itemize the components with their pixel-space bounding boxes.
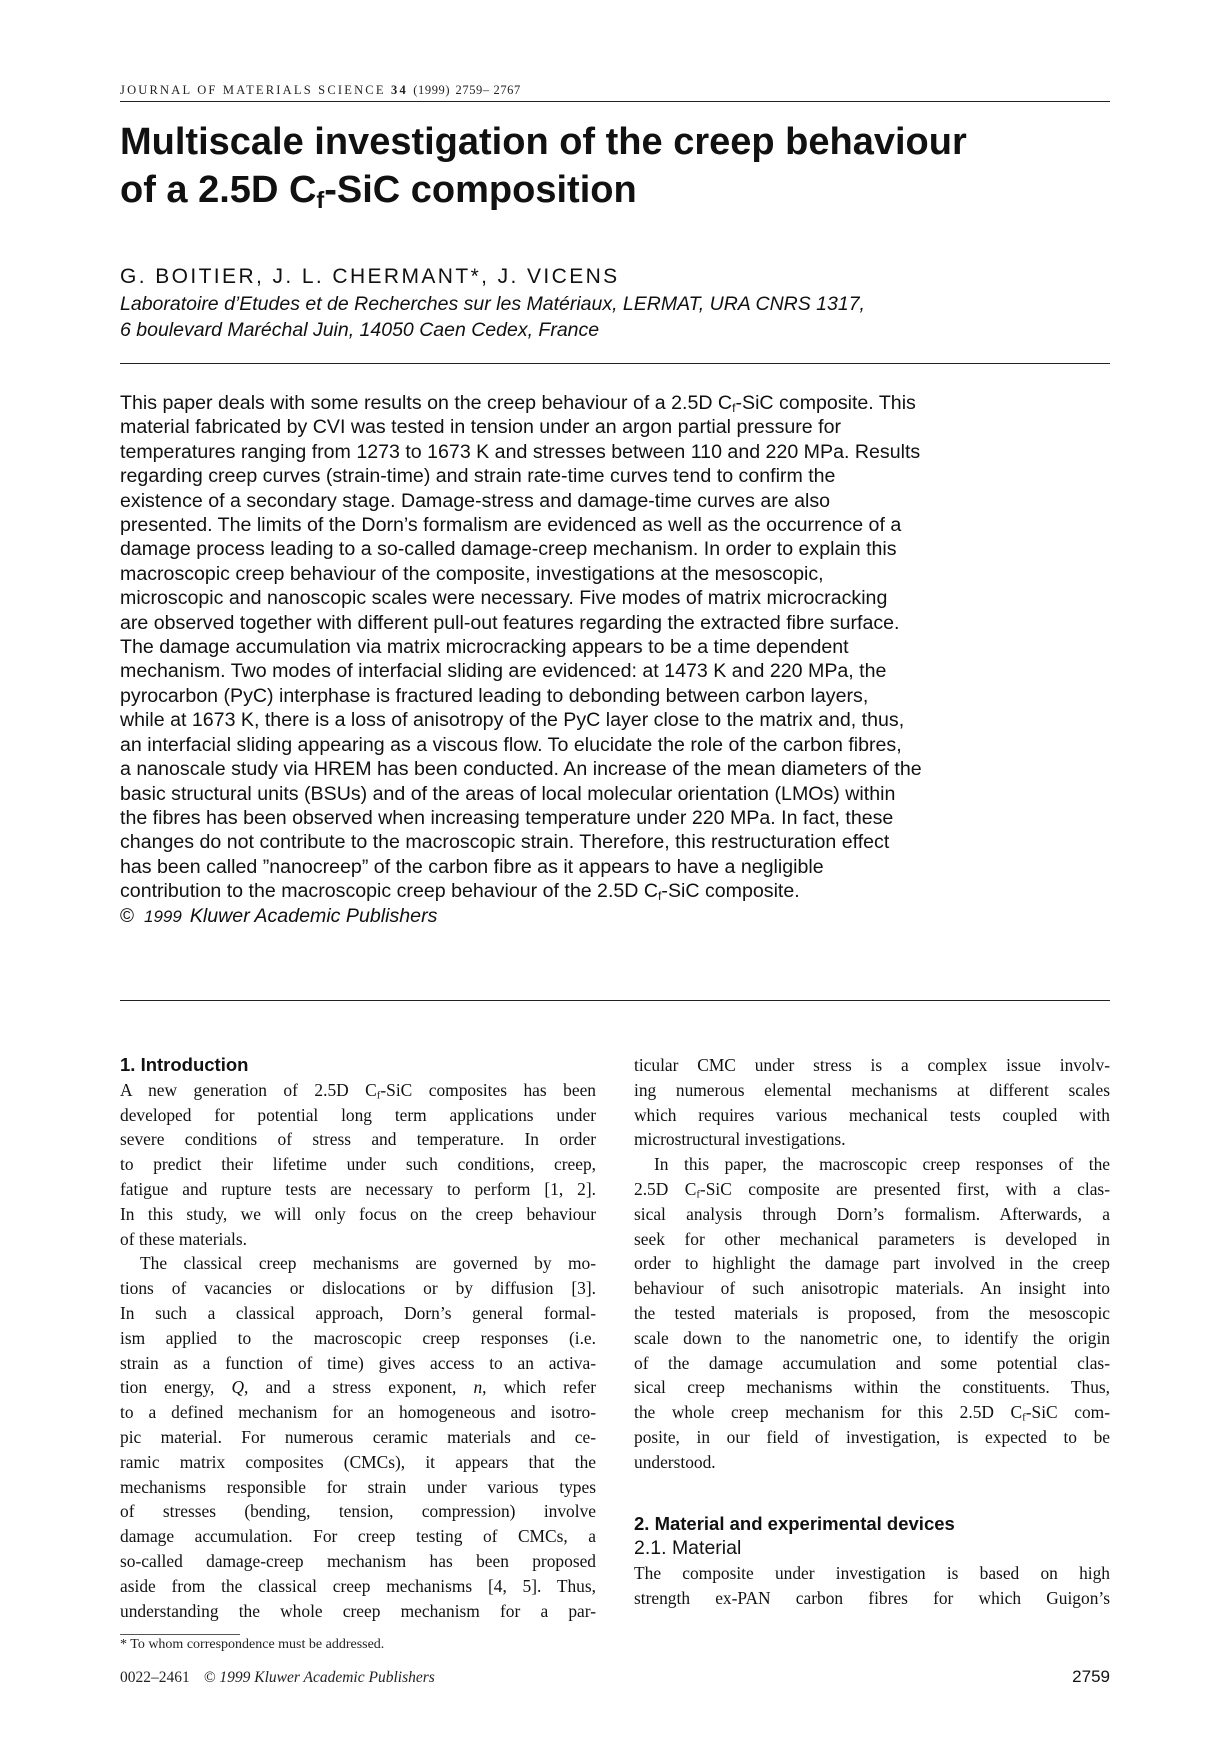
abstract-line: regarding creep curves (strain-time) and strain rate-time curves tend to confirm the xyxy=(120,465,836,488)
copyright-symbol: © xyxy=(120,905,134,927)
section-heading-introduction: 1. Introduction xyxy=(120,1054,249,1075)
abstract-line: presented. The limits of the Dorn’s formalism are evidenced as well as the occurrence of a xyxy=(120,514,902,537)
body-line: ticular CMC under stress is a complex issue involv- xyxy=(634,1055,1110,1075)
abstract-line: contribution to the macroscopic creep behaviour of the 2.5D $C_f$-SiC composite. xyxy=(120,880,800,904)
body-line: 2.5D $C_f$-SiC composite are presented first, with a clas- xyxy=(634,1178,1110,1201)
body-line: developed for potential long term applications under xyxy=(120,1104,596,1125)
section-gap xyxy=(634,1475,1110,1512)
body-line: which requires various mechanical tests coupled with xyxy=(634,1104,1110,1125)
body-line: scale down to the nanometric one, to identify the origin xyxy=(634,1327,1110,1348)
abstract xyxy=(120,391,1110,929)
abstract-line: while at 1673 K, there is a loss of anisotropy of the PyC layer close to the matrix and, thus, xyxy=(120,709,905,732)
body-line: of these materials. xyxy=(120,1228,247,1249)
body-line: the whole creep mechanism for this 2.5D $C_f$-SiC com- xyxy=(634,1402,1110,1424)
footer-copyright: © 1999 Kluwer Academic Publishers xyxy=(203,1669,435,1686)
abstract-top-rule xyxy=(120,363,1110,364)
body-line: severe conditions of stress and temperature. In order xyxy=(120,1129,596,1150)
journal-name: JOURNAL OF MATERIALS SCIENCE xyxy=(120,83,386,97)
body-line: In this study, we will only focus on the creep behaviour xyxy=(120,1203,596,1224)
body-line: order to highlight the damage part involved in the creep xyxy=(634,1253,1110,1274)
header-rule xyxy=(120,101,1110,102)
body-line: so-called damage-creep mechanism has been proposed xyxy=(120,1550,596,1571)
abstract-line: are observed together with different pull-out features regarding the extracted fibre surface. xyxy=(120,611,900,634)
body-line: mechanisms responsible for strain under various types xyxy=(120,1476,596,1497)
body-line: In this paper, the macroscopic creep responses of the xyxy=(654,1154,1110,1175)
body-line: aside from the classical creep mechanisms [4, 5]. Thus, xyxy=(120,1575,596,1596)
body-line: strength ex-PAN carbon fibres for which Guigon’s xyxy=(634,1587,1110,1608)
affiliation xyxy=(120,291,865,343)
body-line: tion energy, Q, and a stress exponent, n, which refer xyxy=(120,1377,596,1398)
paper-page xyxy=(120,0,1110,1748)
body-line: A new generation of 2.5D $C_f$-SiC composites has been xyxy=(120,1079,596,1102)
abstract-line: This paper deals with some results on the creep behaviour of a 2.5D $C_f$-SiC composite. This xyxy=(120,392,916,416)
body-line: The composite under investigation is based on high xyxy=(634,1563,1110,1584)
journal-header xyxy=(120,83,521,98)
body-line: fatigue and rupture tests are necessary to perform [1, 2]. xyxy=(120,1178,596,1199)
page-number: 2759 xyxy=(1072,1667,1110,1686)
body-line: pic material. For numerous ceramic materials and ce- xyxy=(120,1426,596,1447)
abstract-line: has been called ”nanocreep” of the carbon fibre as it appears to have a negligible xyxy=(120,855,824,878)
title-line-2: of a 2.5D $C_f$-SiC composition xyxy=(120,169,637,213)
abstract-line: basic structural units (BSUs) and of the areas of local molecular orientation (LMOs) within xyxy=(120,782,896,805)
body-line: ramic matrix composites (CMCs), it appears that the xyxy=(120,1451,596,1472)
body-line: to a defined mechanism for an homogeneous and isotro- xyxy=(120,1402,596,1423)
body-line: sical analysis through Dorn’s formalism. Afterwards, a xyxy=(634,1203,1110,1224)
body-line: damage accumulation. For creep testing of CMCs, a xyxy=(120,1526,596,1547)
body-line: posite, in our field of investigation, is expected to be xyxy=(634,1426,1110,1447)
abstract-line: pyrocarbon (PyC) interphase is fractured leading to debonding between carbon layers, xyxy=(120,684,869,707)
abstract-line: changes do not contribute to the macroscopic strain. Therefore, this restructuration effect xyxy=(120,831,890,854)
footer-left xyxy=(120,1669,435,1687)
journal-volume: 34 xyxy=(391,83,408,97)
footnote-rule xyxy=(120,1634,240,1635)
body-line: sical creep mechanisms within the constituents. Thus, xyxy=(634,1377,1110,1398)
abstract-bottom-rule xyxy=(120,1000,1110,1001)
abstract-line: temperatures ranging from 1273 to 1673 K and stresses between 110 and 220 MPa. Results xyxy=(120,440,921,463)
abstract-line: damage process leading to a so-called damage-creep mechanism. In order to explain this xyxy=(120,538,897,561)
journal-pages: 2759– 2767 xyxy=(455,83,521,97)
affiliation-line: 6 boulevard Maréchal Juin, 14050 Caen Cedex, France xyxy=(120,319,600,341)
journal-year: (1999) xyxy=(413,83,451,97)
body-line: ing numerous elemental mechanisms at different scales xyxy=(634,1079,1110,1100)
body-line: ism applied to the macroscopic creep responses (i.e. xyxy=(120,1327,596,1348)
abstract-line: The damage accumulation via matrix microcracking appears to be a time dependent xyxy=(120,636,849,659)
body-line: the tested materials is proposed, from the mesoscopic xyxy=(634,1302,1110,1323)
footnote: * To whom correspondence must be addressed. xyxy=(120,1637,385,1652)
abstract-line: microscopic and nanoscopic scales were necessary. Five modes of matrix microcracking xyxy=(120,587,888,610)
body-line: behaviour of such anisotropic materials. An insight into xyxy=(634,1278,1110,1299)
body-line: of stresses (bending, tension, compression) involve xyxy=(120,1501,596,1522)
body-line: strain as a function of time) gives access to an activa- xyxy=(120,1352,596,1373)
paper-title xyxy=(120,118,1110,214)
abstract-line: an interfacial sliding appearing as a viscous flow. To elucidate the role of the carbon fibres, xyxy=(120,733,902,756)
abstract-line: existence of a secondary stage. Damage-stress and damage-time curves are also xyxy=(120,489,831,512)
left-column xyxy=(120,1053,596,1623)
abstract-copyright xyxy=(120,904,1110,929)
affiliation-line: Laboratoire d’Etudes et de Recherches sur les Matériaux, LERMAT, URA CNRS 1317, xyxy=(120,293,865,315)
right-column xyxy=(634,1053,1110,1611)
abstract-line: the fibres has been observed when increasing temperature under 220 MPa. In fact, these xyxy=(120,806,894,829)
body-line: understood. xyxy=(634,1451,716,1472)
subsection-heading-material: 2.1. Material xyxy=(634,1537,742,1560)
body-line: In such a classical approach, Dorn’s general formal- xyxy=(120,1302,596,1323)
abstract-line: mechanism. Two modes of interfacial sliding are evidenced: at 1473 K and 220 MPa, the xyxy=(120,660,887,683)
abstract-line: macroscopic creep behaviour of the composite, investigations at the mesoscopic, xyxy=(120,562,824,585)
title-line-1: Multiscale investigation of the creep behaviour xyxy=(120,121,967,163)
abstract-line: a nanoscale study via HREM has been conducted. An increase of the mean diameters of the xyxy=(120,758,922,781)
copyright-year: 1999 xyxy=(144,906,182,926)
body-line: seek for other mechanical parameters is developed in xyxy=(634,1228,1110,1249)
body-line: tions of vacancies or dislocations or by diffusion [3]. xyxy=(120,1278,596,1299)
body-line: understanding the whole creep mechanism for a par- xyxy=(120,1600,596,1621)
body-line: to predict their lifetime under such conditions, creep, xyxy=(120,1154,596,1175)
body-line: microstructural investigations. xyxy=(634,1129,846,1150)
author-list: G. BOITIER, J. L. CHERMANT*, J. VICENS xyxy=(120,265,620,288)
body-line: The classical creep mechanisms are governed by mo- xyxy=(140,1253,596,1274)
issn: 0022–2461 xyxy=(120,1669,190,1686)
body-line: of the damage accumulation and some potential clas- xyxy=(634,1352,1110,1373)
section-heading-material: 2. Material and experimental devices xyxy=(634,1512,955,1534)
abstract-line: material fabricated by CVI was tested in tension under an argon partial pressure for xyxy=(120,416,841,439)
copyright-publisher: Kluwer Academic Publishers xyxy=(189,904,438,927)
